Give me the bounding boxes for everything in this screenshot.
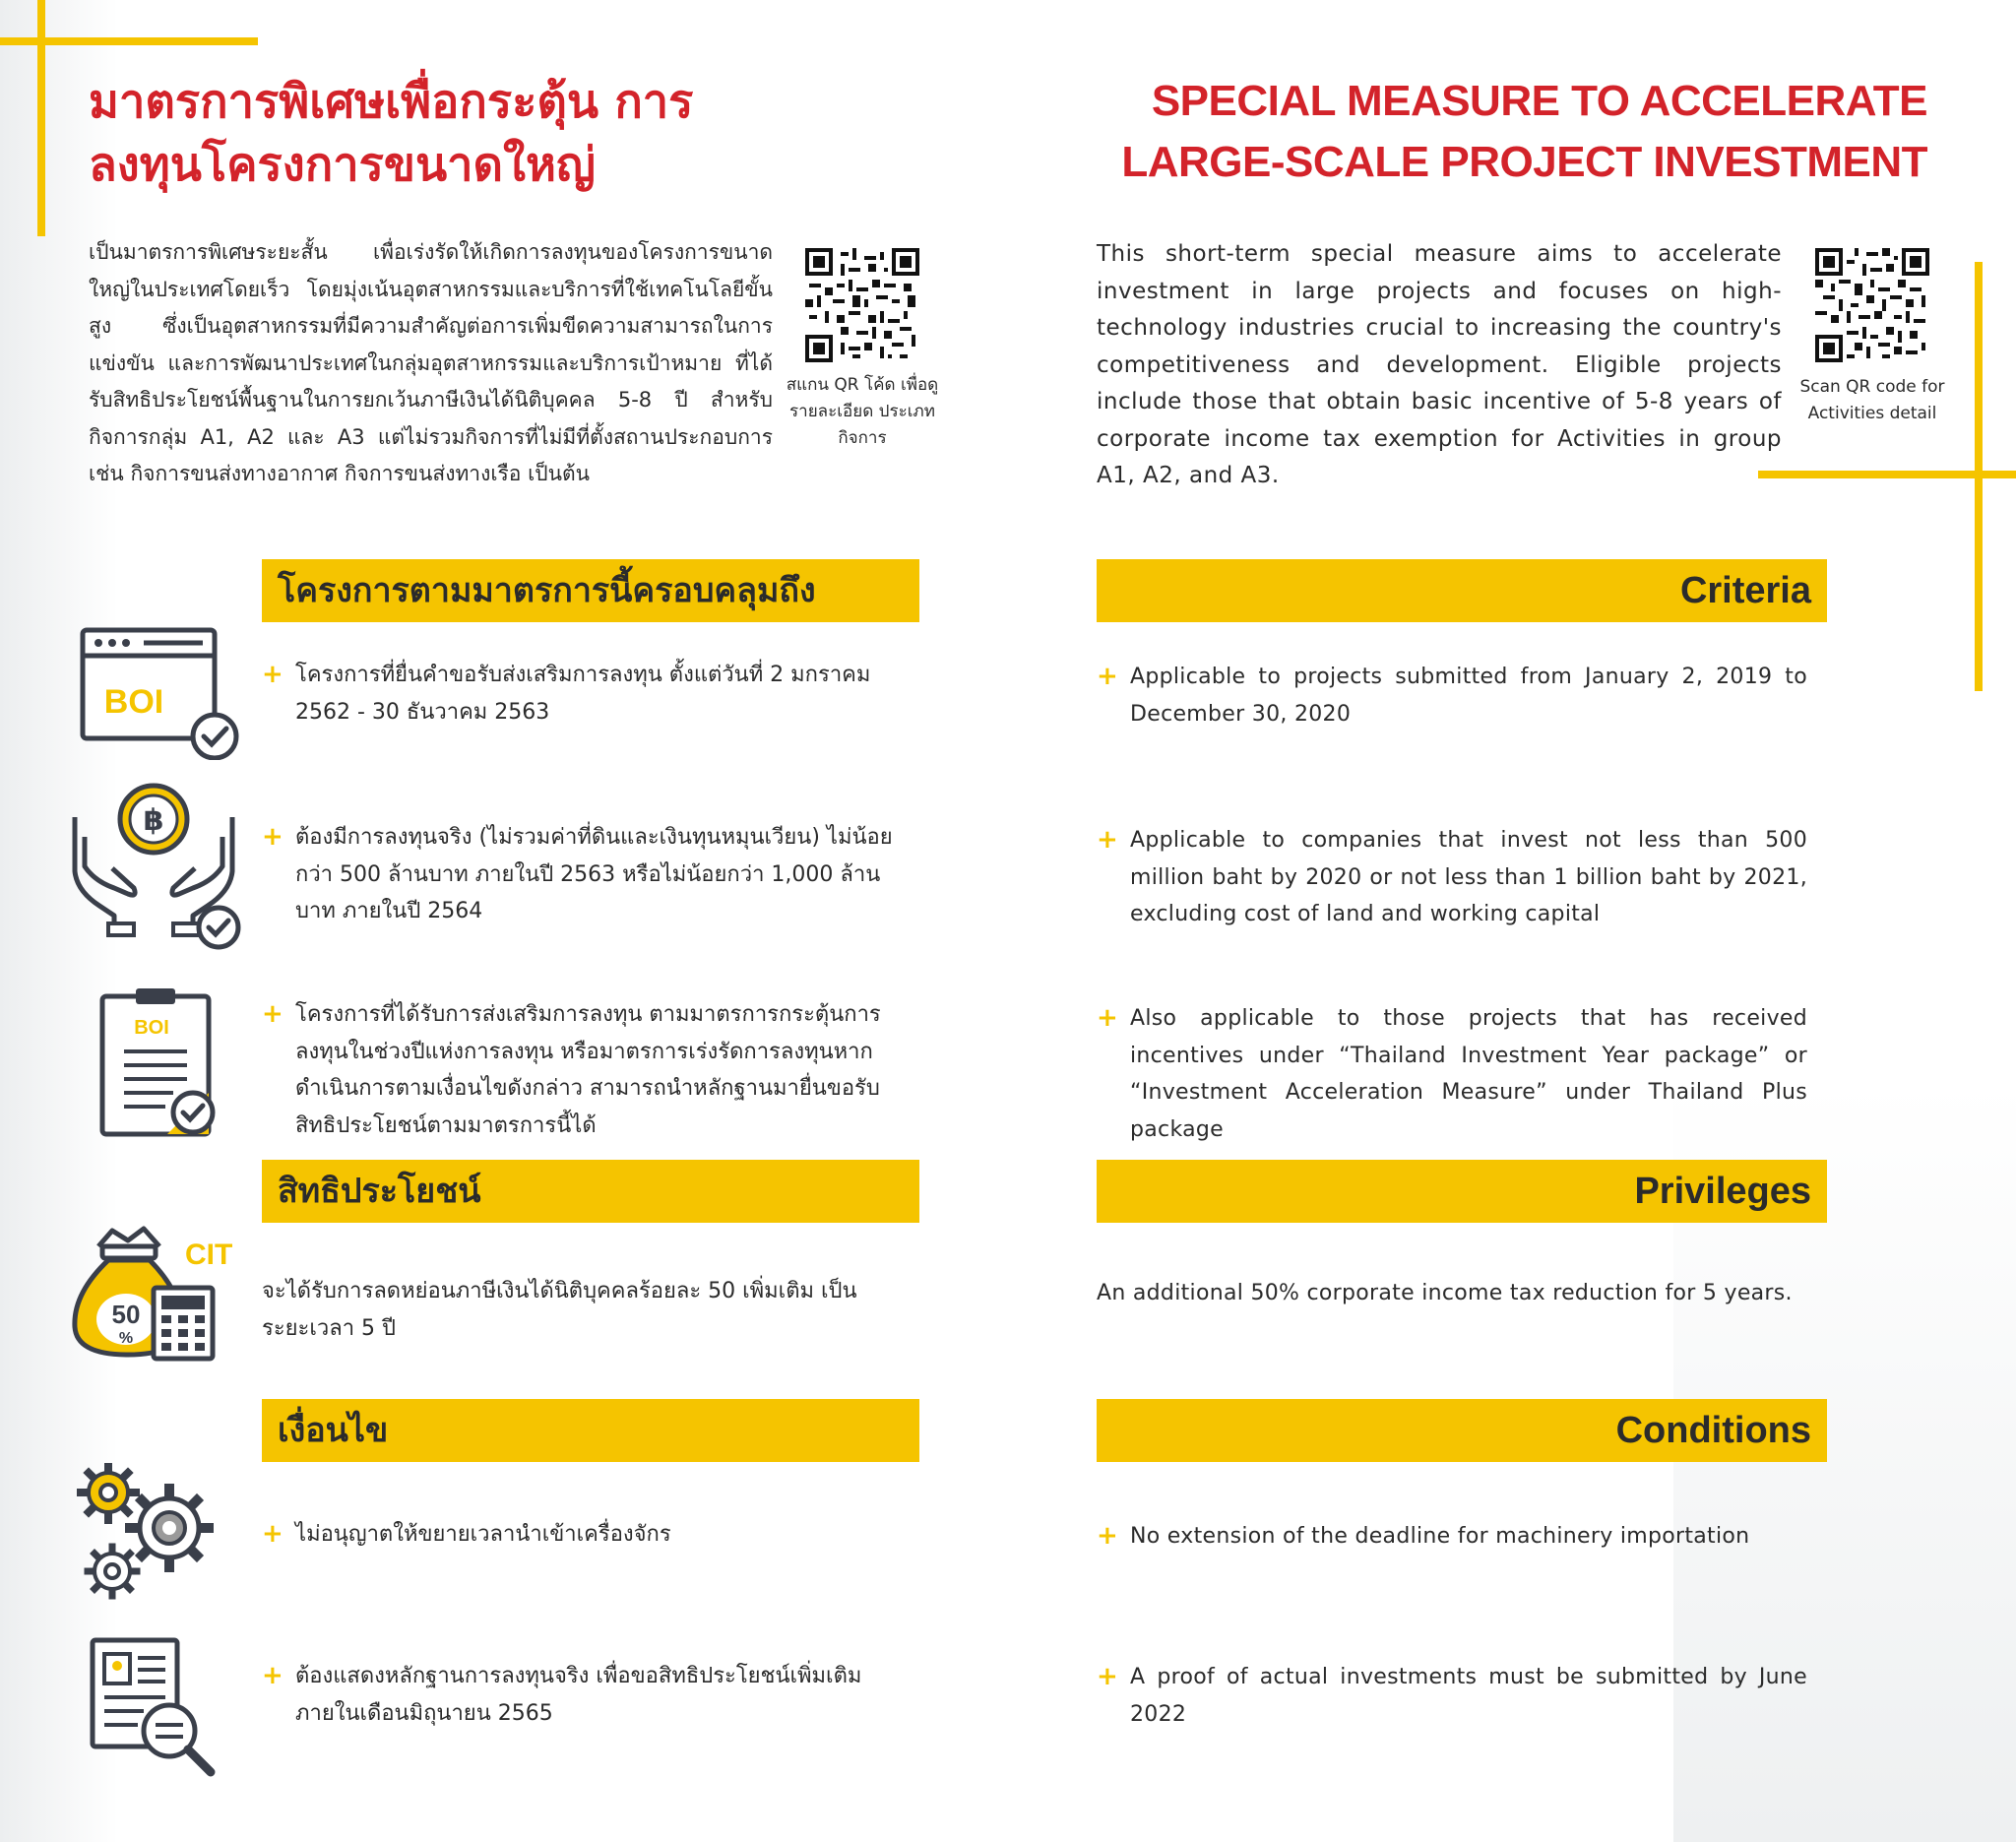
coverage-item-1-thai: + โครงการที่ยื่นคำขอรับส่งเสริมการลงทุน ตั้งแต่วันที่ 2 มกราคม 2562 - 30 ธันวาคม 2563 — [262, 657, 912, 730]
bullet-plus-icon: + — [262, 660, 284, 689]
criteria-item-1: + Applicable to projects submitted from January 2, 2019 to December 30, 2020 — [1097, 659, 1807, 732]
header-bar-coverage-thai — [262, 559, 919, 622]
qr-code-english[interactable] — [1815, 248, 1929, 362]
intro-english: This short-term special measure aims to accelerate investment in large projects and focuses on high-technology industries crucial to increasing the country's competitiveness and development. Eligible projects include those that obtain basic incentive of 5-8 years of corporate income tax exemption for Activities in group A1, A2, and A3. — [1097, 241, 1782, 488]
browser-boi-icon — [79, 626, 246, 760]
page-title-english: SPECIAL MEASURE TO ACCELERATE LARGE-SCALE PROJECT INVESTMENT — [1121, 77, 1927, 186]
bullet-plus-icon: + — [1097, 662, 1119, 691]
bullet-plus-icon: + — [1097, 1662, 1119, 1691]
accent-line-vertical-left — [37, 0, 45, 236]
section-title-privileges: Privileges — [1634, 1171, 1811, 1212]
tax-reduction-money-bag-icon — [69, 1225, 246, 1363]
criteria-item-2: + Applicable to companies that invest not less than 500 million baht by 2020 or not less than 1 billion baht by 2021, excluding cost of land and working capital — [1097, 822, 1807, 933]
section-title-coverage-thai: โครงการตามมาตรการนี้ครอบคลุมถึง — [278, 571, 816, 610]
bullet-plus-icon: + — [262, 1519, 284, 1549]
bullet-plus-icon: + — [262, 1661, 284, 1690]
privileges-text-english: An additional 50% corporate income tax reduction for 5 years. — [1097, 1281, 1793, 1305]
hands-coin-icon — [65, 778, 242, 955]
bullet-plus-icon: + — [262, 822, 284, 852]
cit-text: CIT — [185, 1239, 233, 1271]
qr-caption-thai: สแกน QR โค้ด เพื่อดูรายละเอียด ประเภทกิจการ — [786, 375, 939, 448]
document-magnifier-icon — [89, 1636, 226, 1784]
clipboard-boi-icon — [91, 985, 248, 1142]
gears-icon — [77, 1463, 224, 1601]
page-title-thai: มาตรการพิเศษเพื่อกระตุ้น การลงทุนโครงการขนาดใหญ่ — [89, 75, 694, 192]
coverage-item-3-thai: + โครงการที่ได้รับการส่งเสริมการลงทุน ตามมาตรการกระตุ้นการลงทุนในช่วงปีแห่งการลงทุน หรือมาตรการเร่งรัดการลงทุนหากดำเนินการตามเงื่อนไขดังกล่าว สามารถนำหลักฐานมายื่นขอรับสิทธิประโยชน์ตามมาตรการนี้ได้ — [262, 996, 912, 1144]
accent-line-horizontal-right — [1758, 471, 2016, 478]
section-title-privileges-thai: สิทธิประโยชน์ — [278, 1172, 481, 1211]
condition-item-1: + No extension of the deadline for machinery importation — [1097, 1518, 1807, 1556]
header-bar-criteria — [1097, 559, 1827, 622]
header-bar-conditions — [1097, 1399, 1827, 1462]
clipboard-boi-text: BOI — [134, 1017, 169, 1039]
percent-value-text: 50 — [111, 1300, 141, 1329]
baht-symbol-text: ฿ — [143, 803, 164, 838]
header-bar-conditions-thai — [262, 1399, 919, 1462]
condition-item-1-thai: + ไม่อนุญาตให้ขยายเวลานำเข้าเครื่องจักร — [262, 1516, 912, 1554]
boi-text: BOI — [103, 683, 164, 721]
header-bar-privileges-thai — [262, 1160, 919, 1223]
percent-sign-text: % — [118, 1330, 134, 1347]
intro-thai: เป็นมาตรการพิเศษระยะสั้น เพื่อเร่งรัดให้เกิดการลงทุนของโครงการขนาดใหญ่ในประเทศโดยเร็ว โดยมุ่งเน้นอุตสาหกรรมและบริการที่ใช้เทคโนโลยีขั้นสูง ซึ่งเป็นอุตสาหกรรมที่มีความสำคัญต่อการเพิ่มขีดความสามารถในการแข่งขัน และการพัฒนาประเทศในกลุ่มอุตสาหกรรมและบริการเป้าหมาย ที่ได้รับสิทธิประโยชน์พื้นฐานในการยกเว้นภาษีเงินได้นิติบุคคล 5-8 ปี สำหรับกิจการกลุ่ม A1, A2 และ A3 แต่ไม่รวมกิจการที่ไม่มีที่ตั้งสถานประกอบการ เช่น กิจการขนส่งทางอากาศ กิจการขนส่งทางเรือ เป็นต้น — [89, 240, 773, 485]
condition-item-2: + A proof of actual investments must be submitted by June 2022 — [1097, 1659, 1807, 1733]
section-title-criteria: Criteria — [1679, 570, 1811, 611]
privileges-text-thai: จะได้รับการลดหย่อนภาษีเงินได้นิติบุคคลร้อยละ 50 เพิ่มเติม เป็นระยะเวลา 5 ปี — [262, 1279, 857, 1341]
qr-code-thai[interactable] — [805, 248, 919, 362]
bullet-plus-icon: + — [1097, 1521, 1119, 1551]
header-bar-privileges — [1097, 1160, 1827, 1223]
accent-line-horizontal-left — [0, 37, 258, 45]
coverage-item-2-thai: + ต้องมีการลงทุนจริง (ไม่รวมค่าที่ดินและเงินทุนหมุนเวียน) ไม่น้อยกว่า 500 ล้านบาท ภายในปี 2563 หรือไม่น้อยกว่า 1,000 ล้านบาท ภายในปี 2564 — [262, 819, 912, 930]
section-title-conditions-thai: เงื่อนไข — [278, 1411, 389, 1450]
condition-item-2-thai: + ต้องแสดงหลักฐานการลงทุนจริง เพื่อขอสิทธิประโยชน์เพิ่มเติม ภายในเดือนมิถุนายน 2565 — [262, 1658, 912, 1732]
section-title-conditions: Conditions — [1615, 1410, 1811, 1451]
criteria-item-3: + Also applicable to those projects that has received incentives under “Thailand Investment Year package” or “Investment Acceleration Measure” under Thailand Plus package — [1097, 1000, 1807, 1148]
bullet-plus-icon: + — [1097, 825, 1119, 855]
bullet-plus-icon: + — [262, 999, 284, 1029]
qr-caption-english: Scan QR code for Activities detail — [1799, 377, 1945, 423]
bullet-plus-icon: + — [1097, 1003, 1119, 1033]
